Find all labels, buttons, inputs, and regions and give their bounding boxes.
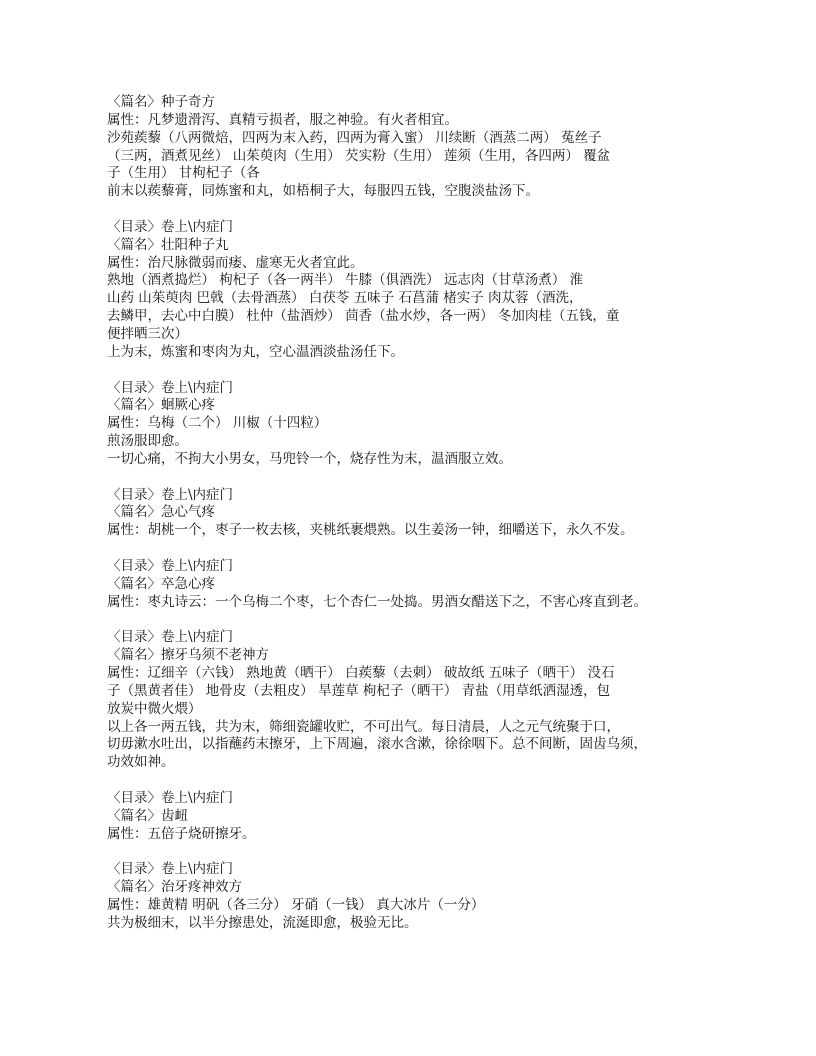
document-body [107, 94, 687, 933]
text-line: 属性：雄黄精 明矾（各三分） 牙硝（一钱） 真大冰片（一分） [107, 896, 485, 913]
entry-section [107, 219, 687, 362]
text-line: 属性：枣丸诗云：一个乌梅二个枣，七个杏仁一处捣。男酒女醋送下之，不害心疼直到老。 [107, 593, 647, 610]
catalog-line: 〈目录〉卷上\内症门 [107, 861, 234, 878]
text-line: 熟地（酒煮捣烂） 枸杞子（各一两半） 牛膝（俱酒洗） 远志肉（甘草汤煮） 淮 [107, 272, 584, 289]
entry-title: 〈篇名〉齿衄 [107, 807, 188, 824]
text-line: 属性：胡桃一个，枣子一枚去核，夹桃纸裹煨熟。以生姜汤一钟，细嚼送下，永久不发。 [107, 522, 634, 539]
text-line: 煎汤服即愈。 [107, 433, 188, 450]
text-line: 子（黑黄者佳） 地骨皮（去粗皮） 旱莲草 枸杞子（晒干） 青盐（用草纸洒湿透，包 [107, 682, 611, 699]
text-line: 共为极细末，以半分擦患处，流涎即愈，极验无比。 [107, 914, 418, 931]
catalog-line: 〈目录〉卷上\内症门 [107, 486, 234, 503]
blank-line [107, 843, 687, 861]
text-line: 切毋漱水吐出，以指蘸药末擦牙，上下周遍，滚水含漱，徐徐咽下。总不间断，固齿乌须， [107, 736, 647, 753]
blank-line [107, 362, 687, 380]
catalog-line: 〈目录〉卷上\内症门 [107, 629, 234, 646]
text-line: 一切心痛，不拘大小男女，马兜铃一个，烧存性为末，温酒服立效。 [107, 450, 512, 467]
entry-title: 〈篇名〉蛔厥心疼 [107, 397, 215, 414]
text-line: 前末以蒺藜膏，同炼蜜和丸，如梧桐子大，每服四五钱，空腹淡盐汤下。 [107, 183, 539, 200]
text-line: 去鳞甲，去心中白膜） 杜仲（盐酒炒） 茴香（盐水炒，各一两） 冬加肉桂（五钱，童 [107, 308, 620, 325]
catalog-line: 〈目录〉卷上\内症门 [107, 789, 234, 806]
entry-title: 〈篇名〉壮阳种子丸 [107, 236, 229, 253]
entry-section [107, 790, 687, 844]
entry-title: 〈篇名〉擦牙乌须不老神方 [107, 647, 269, 664]
entry-section [107, 558, 687, 612]
entry-title: 〈篇名〉急心气疼 [107, 504, 215, 521]
entry-section [107, 380, 687, 469]
text-line: 属性：治尺脉微弱而痿、虚寒无火者宜此。 [107, 254, 364, 271]
text-line: 山药 山茱萸肉 巴戟（去骨酒蒸） 白茯苓 五味子 石菖蒲 楮实子 肉苁蓉（酒洗， [107, 290, 583, 307]
text-line: 属性：五倍子烧研擦牙。 [107, 825, 256, 842]
text-line: 属性：乌梅（二个） 川椒（十四粒） [107, 415, 328, 432]
blank-line [107, 611, 687, 629]
text-line: （三两，酒煮见丝） 山茱萸肉（生用） 芡实粉（生用） 莲须（生用，各四两） 覆盆 [107, 147, 611, 164]
text-line: 沙苑蒺藜（八两微焙，四两为末入药，四两为膏入蜜） 川续断（酒蒸二两） 菟丝子 [107, 129, 602, 146]
text-line: 子（生用） 甘枸杞子（各 [107, 165, 260, 182]
text-line: 以上各一两五钱，共为末，筛细瓷罐收贮，不可出气。每日清晨，人之元气统聚于口， [107, 718, 620, 735]
entry-title: 〈篇名〉卒急心疼 [107, 575, 215, 592]
catalog-line: 〈目录〉卷上\内症门 [107, 218, 234, 235]
entry-title: 〈篇名〉治牙疼神效方 [107, 879, 242, 896]
text-line: 功效如神。 [107, 754, 175, 771]
entry-section [107, 629, 687, 772]
entry-section [107, 94, 687, 201]
catalog-line: 〈目录〉卷上\内症门 [107, 557, 234, 574]
blank-line [107, 201, 687, 219]
catalog-line: 〈目录〉卷上\内症门 [107, 379, 234, 396]
entry-section [107, 487, 687, 541]
blank-line [107, 540, 687, 558]
text-line: 便拌晒三次） [107, 325, 188, 342]
text-line: 属性：凡梦遗滑泻、真精亏损者，服之神验。有火者相宜。 [107, 111, 458, 128]
entry-section [107, 861, 687, 932]
text-line: 放炭中微火煨） [107, 700, 202, 717]
blank-line [107, 772, 687, 790]
text-line: 上为末，炼蜜和枣肉为丸，空心温酒淡盐汤任下。 [107, 343, 404, 360]
blank-line [107, 469, 687, 487]
text-line: 属性：辽细辛（六钱） 熟地黄（晒干） 白蒺藜（去刺） 破故纸 五味子（晒干） 没石 [107, 665, 615, 681]
entry-title: 〈篇名〉种子奇方 [107, 94, 215, 110]
